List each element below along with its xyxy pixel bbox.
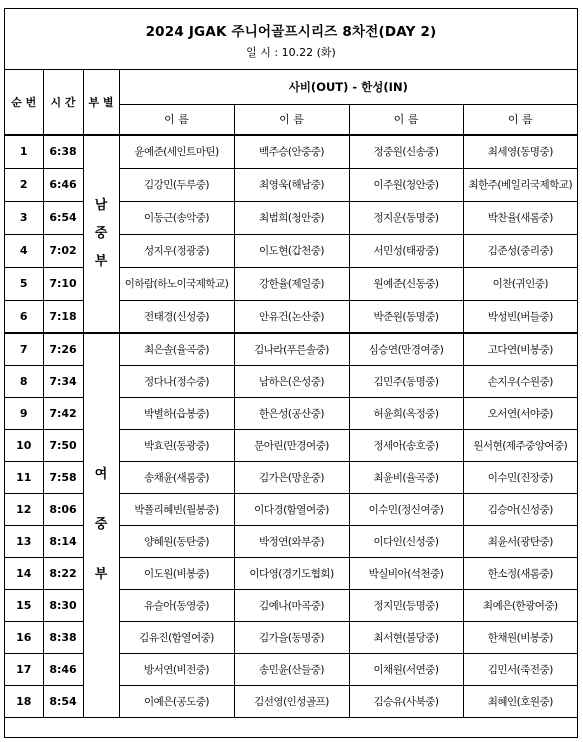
tee-time: 6:46 [43, 168, 83, 201]
row-number: 9 [5, 397, 43, 429]
tee-time: 8:14 [43, 525, 83, 557]
tee-time: 7:02 [43, 234, 83, 267]
player-name: 박준원(동명중) [349, 300, 463, 333]
tee-time: 7:34 [43, 365, 83, 397]
player-name: 박효린(동광중) [119, 429, 234, 461]
player-name: 최윤서(광탄중) [463, 525, 577, 557]
player-name: 허윤희(옥정중) [349, 397, 463, 429]
player-name: 최영욱(해남중) [234, 168, 349, 201]
tee-time: 7:10 [43, 267, 83, 300]
player-name: 박찬율(새롬중) [463, 201, 577, 234]
tee-time: 8:54 [43, 685, 83, 717]
row-number: 3 [5, 201, 43, 234]
player-name: 오서연(서야중) [463, 397, 577, 429]
player-name: 이주원(청안중) [349, 168, 463, 201]
player-name: 이예은(공도중) [119, 685, 234, 717]
player-name: 최서현(불당중) [349, 621, 463, 653]
player-name: 원예준(신동중) [349, 267, 463, 300]
row-number: 16 [5, 621, 43, 653]
player-name: 유슬아(동영중) [119, 589, 234, 621]
player-name: 서민성(태광중) [349, 234, 463, 267]
group-label-char: 부 [94, 567, 108, 583]
player-name: 최윤비(율곡중) [349, 461, 463, 493]
player-name: 최예은(한광여중) [463, 589, 577, 621]
player-name: 정지운(동명중) [349, 201, 463, 234]
player-name: 정지민(등명중) [349, 589, 463, 621]
player-name: 이수민(진장중) [463, 461, 577, 493]
title-block [5, 9, 577, 70]
tee-time: 7:50 [43, 429, 83, 461]
player-name: 이채원(서연중) [349, 653, 463, 685]
group-label-char: 여 [94, 467, 108, 483]
group-boys-middle [83, 135, 119, 333]
player-name: 김선영(인성골프) [234, 685, 349, 717]
row-number: 18 [5, 685, 43, 717]
player-name: 방서연(비전중) [119, 653, 234, 685]
header-order: 순 번 [5, 70, 43, 135]
player-name: 최범희(청안중) [234, 201, 349, 234]
row-number: 8 [5, 365, 43, 397]
group-label-char: 남 [94, 198, 108, 213]
player-name: 박실비아(석천중) [349, 557, 463, 589]
tee-time: 7:26 [43, 333, 83, 365]
player-name: 고다연(비봉중) [463, 333, 577, 365]
row-number: 5 [5, 267, 43, 300]
player-name: 김승아(신성중) [463, 493, 577, 525]
player-name: 박성빈(버들중) [463, 300, 577, 333]
player-name: 이하람(하노이국제학교) [119, 267, 234, 300]
player-name: 이다인(신성중) [349, 525, 463, 557]
player-name: 김강민(두루중) [119, 168, 234, 201]
header-name-2: 이 름 [234, 104, 349, 135]
player-name: 윤예준(세인트마틴) [119, 135, 234, 168]
player-name: 심승연(만경여중) [349, 333, 463, 365]
row-number: 11 [5, 461, 43, 493]
group-label-char: 중 [94, 226, 108, 241]
row-number: 14 [5, 557, 43, 589]
row-number: 2 [5, 168, 43, 201]
tee-time: 6:38 [43, 135, 83, 168]
sheet-title: 2024 JGAK 주니어골프시리즈 8차전(DAY 2) [145, 24, 437, 40]
group-label-char: 중 [94, 517, 108, 533]
row-number: 1 [5, 135, 43, 168]
player-name: 이도현(갑천중) [234, 234, 349, 267]
row-number: 6 [5, 300, 43, 333]
group-label-char: 부 [94, 254, 108, 269]
player-name: 성지우(정광중) [119, 234, 234, 267]
row-number: 15 [5, 589, 43, 621]
row-number: 7 [5, 333, 43, 365]
table-row [5, 333, 577, 365]
player-name: 이찬(귀인중) [463, 267, 577, 300]
player-name: 정중원(신송중) [349, 135, 463, 168]
player-name: 김준성(중리중) [463, 234, 577, 267]
player-name: 박폴리혜빈(월봉중) [119, 493, 234, 525]
player-name: 김가을(동명중) [234, 621, 349, 653]
player-name: 박별하(읍봉중) [119, 397, 234, 429]
row-number: 13 [5, 525, 43, 557]
player-name: 김나라(푸른솔중) [234, 333, 349, 365]
header-name-4: 이 름 [463, 104, 577, 135]
player-name: 최은솔(율곡중) [119, 333, 234, 365]
tee-time: 8:22 [43, 557, 83, 589]
player-name: 안유건(논산중) [234, 300, 349, 333]
player-name: 문아린(만경여중) [234, 429, 349, 461]
player-name: 송민윤(산들중) [234, 653, 349, 685]
player-name: 이다영(경기도협회) [234, 557, 349, 589]
player-name: 손지우(수원중) [463, 365, 577, 397]
player-name: 최혜인(호원중) [463, 685, 577, 717]
player-name: 송채윤(새롬중) [119, 461, 234, 493]
player-name: 박정연(와부중) [234, 525, 349, 557]
player-name: 이동근(송악중) [119, 201, 234, 234]
row-number: 17 [5, 653, 43, 685]
player-name: 백주승(안중중) [234, 135, 349, 168]
player-name: 강한율(제일중) [234, 267, 349, 300]
table-row [5, 135, 577, 168]
player-name: 김유진(함열여중) [119, 621, 234, 653]
tee-time-sheet [4, 8, 578, 738]
tee-time: 6:54 [43, 201, 83, 234]
group-girls-middle [83, 333, 119, 717]
player-name: 남하은(은성중) [234, 365, 349, 397]
tee-time: 8:46 [43, 653, 83, 685]
player-name: 최세영(동명중) [463, 135, 577, 168]
player-name: 원서현(제주중앙여중) [463, 429, 577, 461]
player-name: 이도원(비봉중) [119, 557, 234, 589]
player-name: 최한주(베일리국제학교) [463, 168, 577, 201]
tee-time: 8:38 [43, 621, 83, 653]
player-name: 한채원(비봉중) [463, 621, 577, 653]
tee-time: 8:30 [43, 589, 83, 621]
header-name-3: 이 름 [349, 104, 463, 135]
player-name: 정다나(정수중) [119, 365, 234, 397]
tee-time: 7:18 [43, 300, 83, 333]
player-name: 김승유(사북중) [349, 685, 463, 717]
player-name: 김가은(망운중) [234, 461, 349, 493]
row-number: 10 [5, 429, 43, 461]
tee-time: 8:06 [43, 493, 83, 525]
row-number: 12 [5, 493, 43, 525]
header-name-1: 이 름 [119, 104, 234, 135]
player-name: 김민서(죽전중) [463, 653, 577, 685]
player-name: 이다경(함열여중) [234, 493, 349, 525]
tee-time-table [5, 70, 577, 718]
player-name: 김예나(마곡중) [234, 589, 349, 621]
tee-time: 7:58 [43, 461, 83, 493]
player-name: 이수민(정신여중) [349, 493, 463, 525]
header-course: 사비(OUT) - 한성(IN) [119, 70, 577, 104]
player-name: 양혜원(동탄중) [119, 525, 234, 557]
header-time: 시 간 [43, 70, 83, 135]
player-name: 한소정(새롬중) [463, 557, 577, 589]
row-number: 4 [5, 234, 43, 267]
player-name: 전태경(신성중) [119, 300, 234, 333]
player-name: 김민주(동명중) [349, 365, 463, 397]
player-name: 한은성(공산중) [234, 397, 349, 429]
player-name: 정세아(송호중) [349, 429, 463, 461]
tee-time: 7:42 [43, 397, 83, 429]
header-group: 부 별 [83, 70, 119, 135]
event-date: 일 시 : 10.22 (화) [246, 46, 336, 59]
